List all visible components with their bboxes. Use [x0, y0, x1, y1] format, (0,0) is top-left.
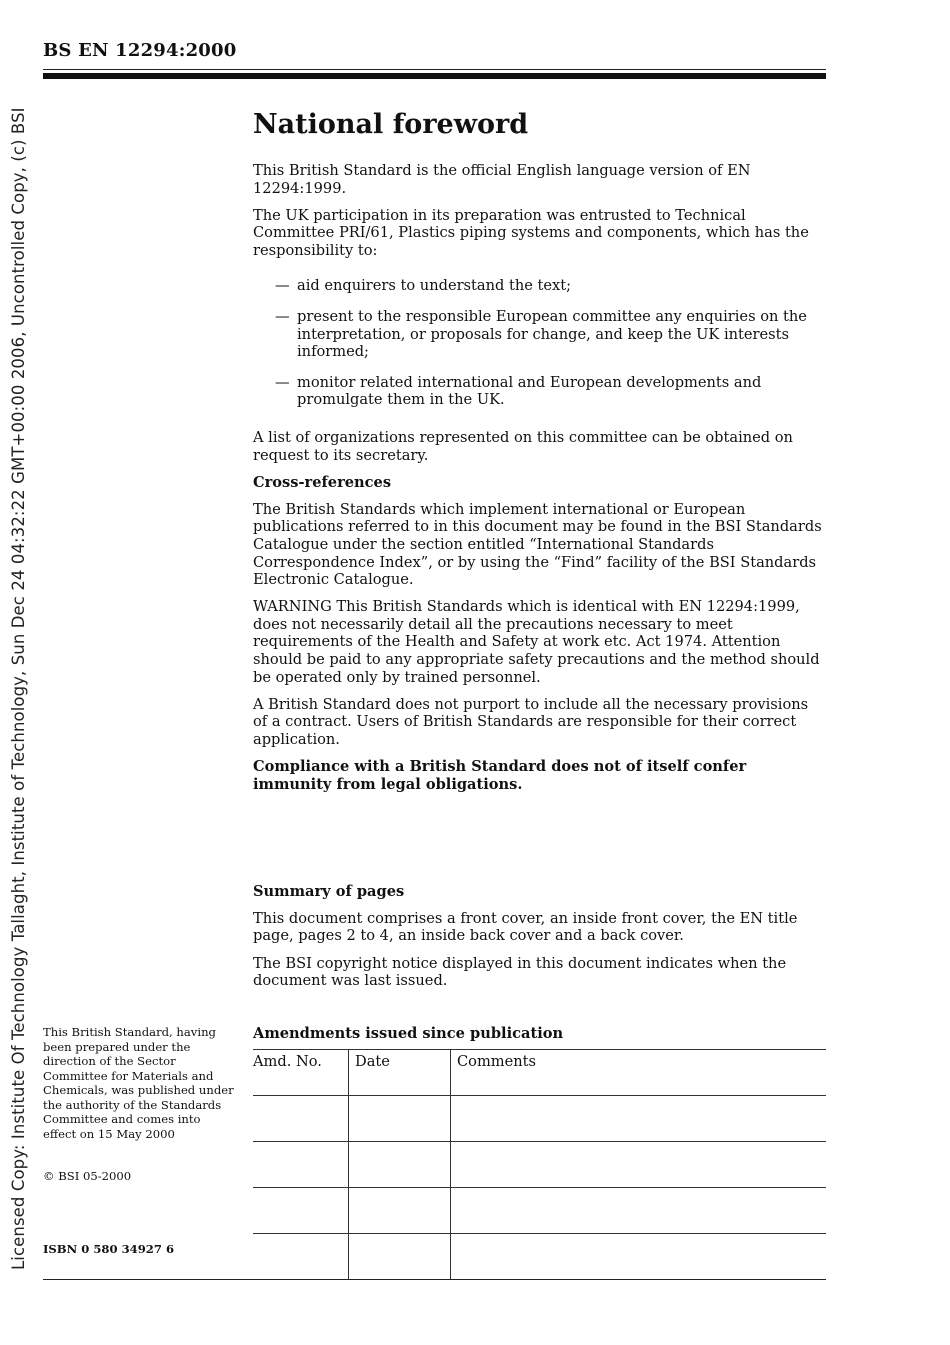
- table-cell: [349, 1188, 451, 1234]
- paragraph: A list of organizations represented on this committee can be obtained on request to its secretary.: [253, 429, 793, 464]
- compliance-statement: Compliance with a British Standard does not of itself confer immunity from legal obligations.: [253, 758, 747, 793]
- table-cell: [253, 1234, 349, 1280]
- list-item-text: present to the responsible European committee any enquiries on the interpretation, or proposals for change, and keep the UK interests informed;: [297, 308, 807, 361]
- table-row: [253, 1096, 826, 1142]
- page-title: National foreword: [253, 109, 529, 140]
- list-item-text: aid enquirers to understand the text;: [297, 277, 572, 295]
- list-item-text: monitor related international and European developments and promulgate them in the UK.: [297, 373, 762, 409]
- list-item: [253, 374, 826, 409]
- table-cell: [451, 1142, 827, 1188]
- paragraph: The UK participation in its preparation was entrusted to Technical Committee PRI/61, Plastics piping systems and components, which has the responsibility to:: [253, 206, 809, 259]
- column-header-date: Date: [349, 1050, 451, 1096]
- table-cell: [451, 1234, 827, 1280]
- table-cell: [451, 1096, 827, 1142]
- isbn: ISBN 0 580 34927 6: [43, 1242, 175, 1256]
- paragraph: This document comprises a front cover, an inside front cover, the EN title page, pages 2 to 4, an inside back cover and a back cover.: [253, 909, 798, 945]
- main-content: [253, 108, 826, 999]
- dash-marker: —: [275, 308, 290, 326]
- list-item: [253, 277, 826, 295]
- paragraph: The BSI copyright notice displayed in this document indicates when the document was last issued.: [253, 954, 787, 990]
- copyright-notice: © BSI 05-2000: [43, 1169, 132, 1183]
- paragraph: This British Standard is the official English language version of EN 12294:1999.: [253, 162, 751, 197]
- paragraph: A British Standard does not purport to include all the necessary provisions of a contract. Users of British Standards are responsible for their correct application.: [253, 695, 809, 748]
- table-cell: [349, 1234, 451, 1280]
- column-header-comments: Comments: [451, 1050, 827, 1096]
- list-item: [253, 308, 826, 361]
- section-heading-summary: Summary of pages: [253, 882, 405, 900]
- footer-rule: [43, 1279, 826, 1280]
- header-rule-thick: [43, 73, 826, 79]
- dash-marker: —: [275, 373, 290, 391]
- table-cell: [349, 1096, 451, 1142]
- paragraph: The British Standards which implement international or European publications referred to in this document may be found in the BSI Standards Catalogue under the section entitled “International Standards Correspondence Index”, or by using the “Find” facility of the BSI Standards Electronic Catalogue.: [253, 500, 822, 589]
- table-cell: [253, 1142, 349, 1188]
- table-cell: [253, 1188, 349, 1234]
- section-heading-cross-references: Cross-references: [253, 473, 392, 491]
- table-row: [253, 1188, 826, 1234]
- table-cell: [349, 1142, 451, 1188]
- amendments-table: [253, 1049, 826, 1280]
- header-rule-thin: [43, 69, 826, 70]
- warning-paragraph: WARNING This British Standards which is identical with EN 12294:1999, does not necessarily detail all the precautions necessary to meet requirements of the Health and Safety at work etc. Act 1974. Attention should be paid to any appropriate safety precautions and the method should be operated only by trained personnel.: [253, 598, 820, 686]
- column-header-amd-no: Amd. No.: [253, 1050, 349, 1096]
- license-stamp: Licensed Copy: Institute Of Technology Tallaght, Institute of Technology, Sun Dec 24 04:32:22 GMT+00:00 2006, Uncontrolled Copy, (c) BSI: [9, 107, 28, 1270]
- table-row: [253, 1234, 826, 1280]
- table-row: [253, 1142, 826, 1188]
- publication-note: This British Standard, having been prepared under the direction of the Sector Committee for Materials and Chemicals, was published under the authority of the Standards Committee and comes into effect on 15 May 2000: [43, 1025, 234, 1141]
- amendments-title: Amendments issued since publication: [253, 1025, 564, 1042]
- table-cell: [451, 1188, 827, 1234]
- table-cell: [253, 1096, 349, 1142]
- document-code: BS EN 12294:2000: [43, 40, 237, 61]
- table-header-row: [253, 1050, 826, 1096]
- responsibility-list: [253, 277, 826, 409]
- dash-marker: —: [275, 277, 290, 295]
